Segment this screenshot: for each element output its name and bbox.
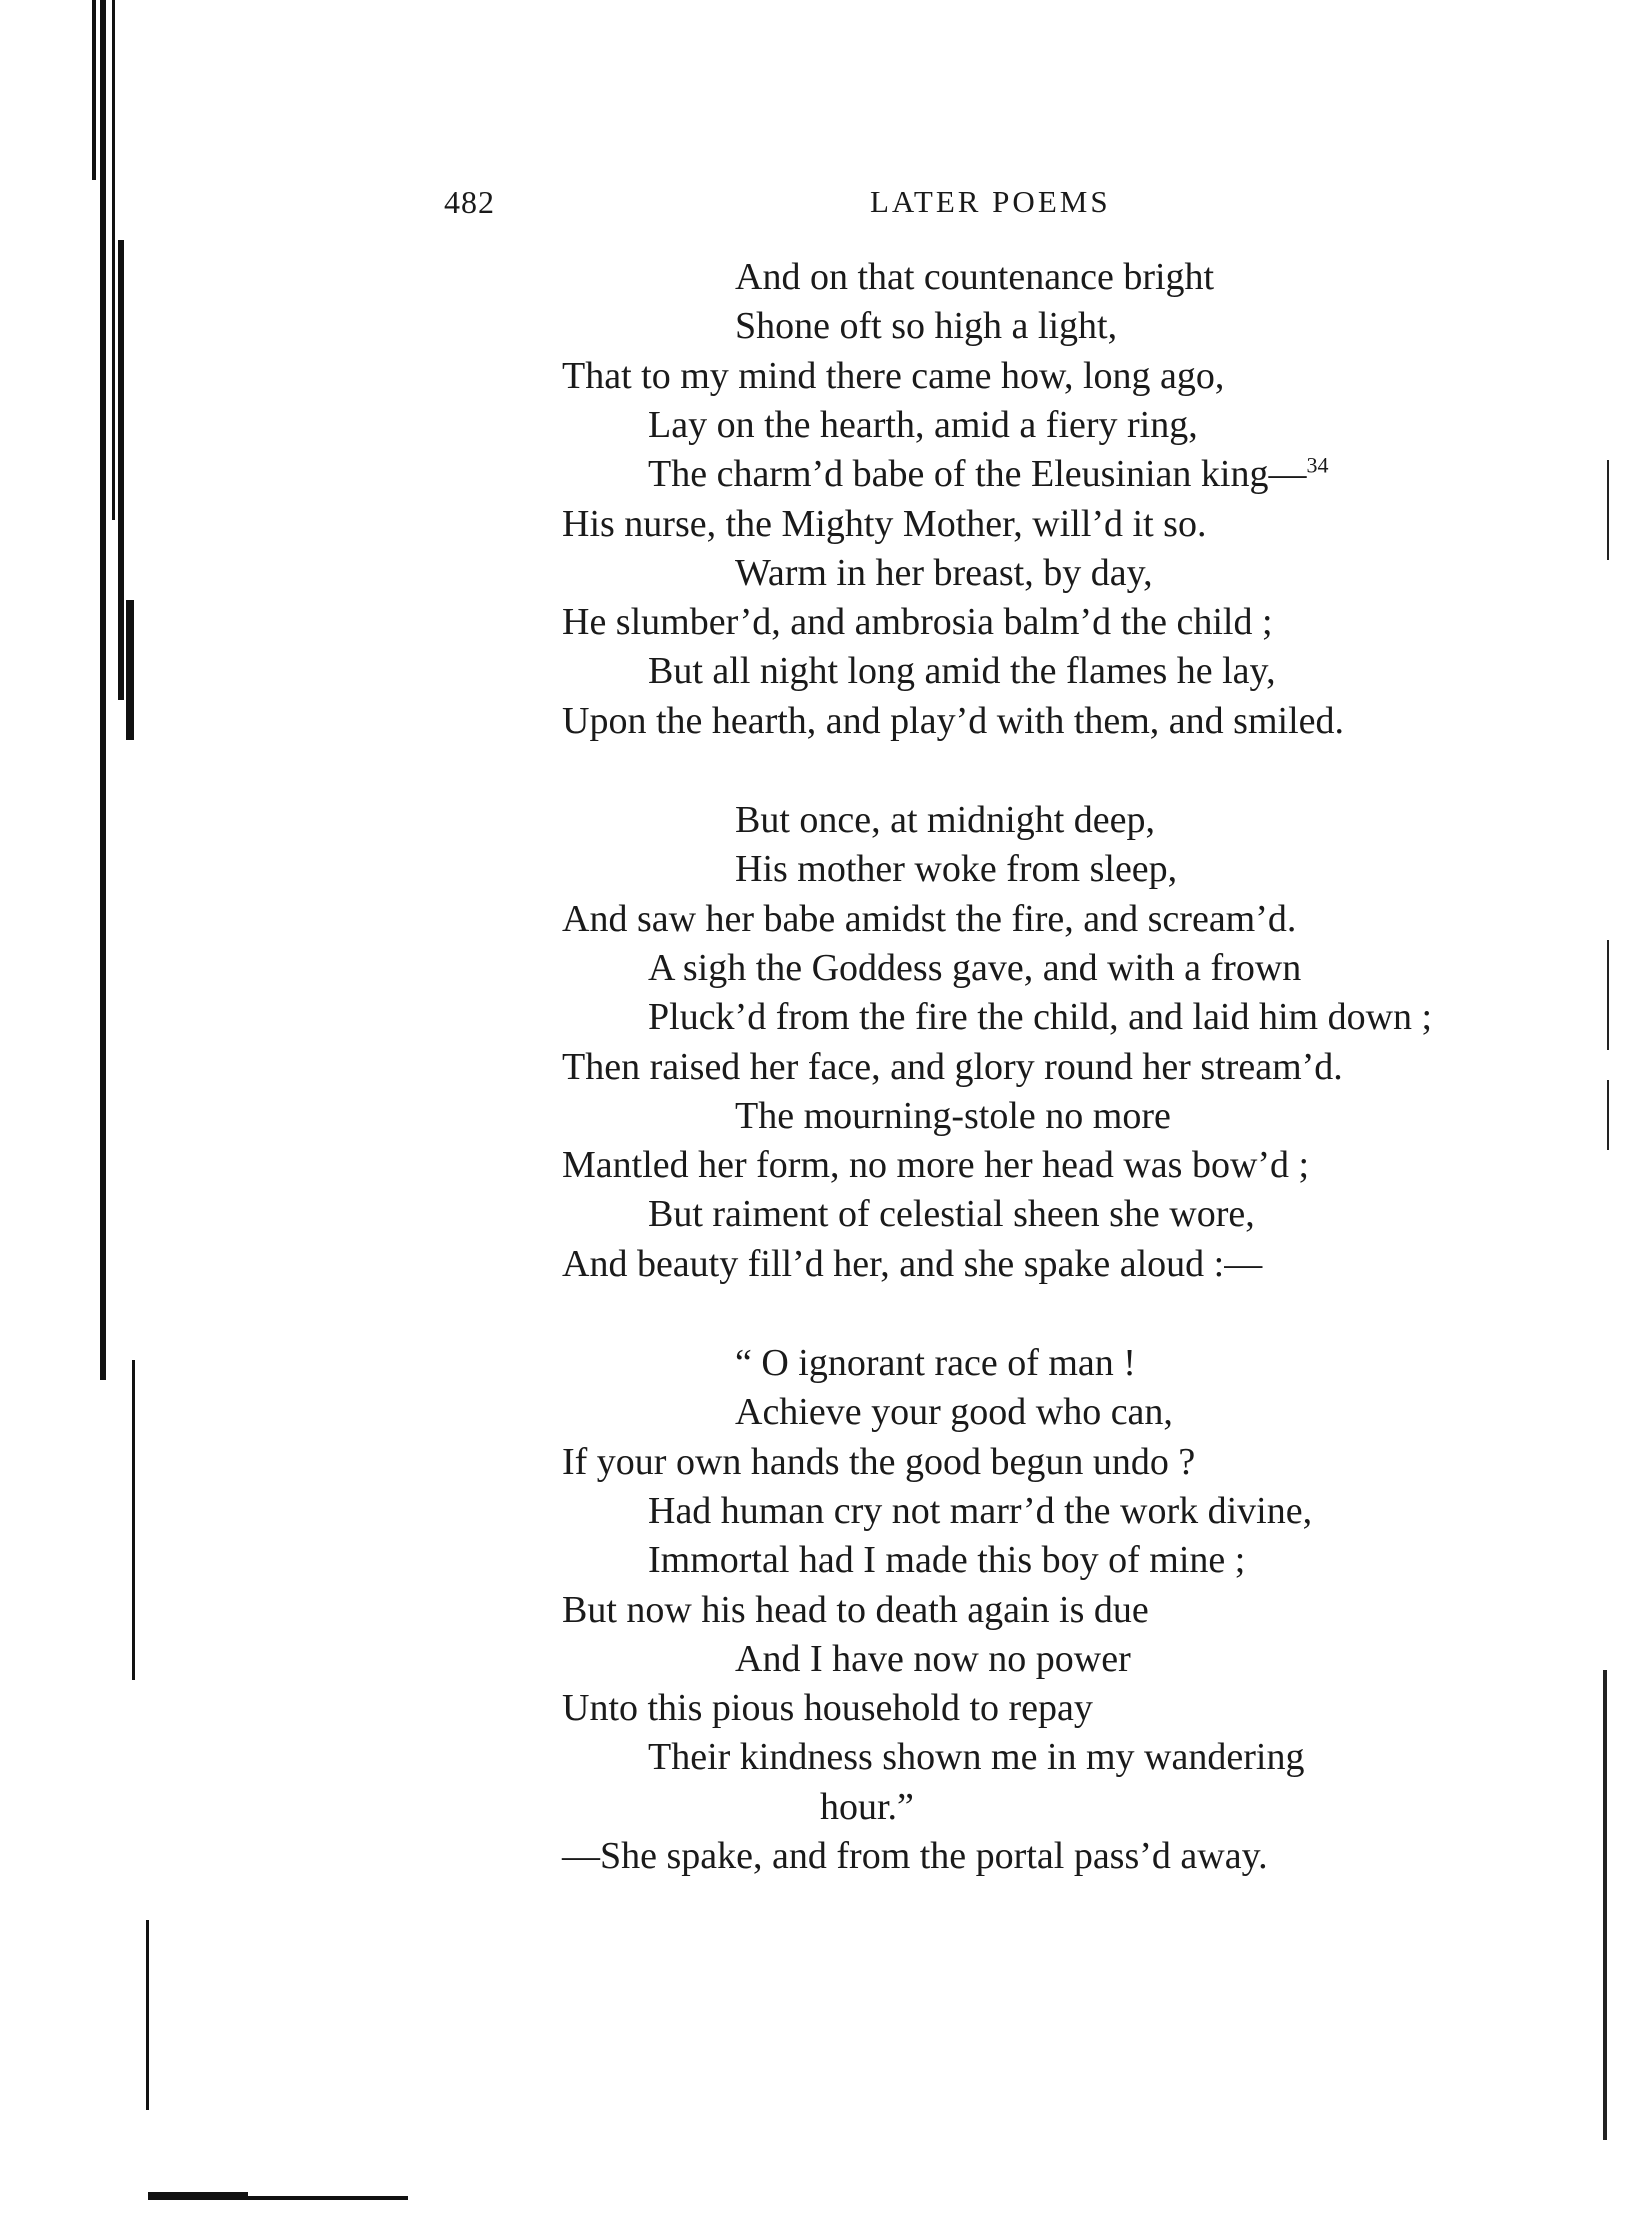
poem-line: [648, 403, 1198, 446]
poem-line: [735, 801, 1155, 839]
poem-line-text: But once, at midnight deep,: [735, 799, 1156, 841]
poem-line: [562, 1045, 1343, 1088]
poem-line-text: Lay on the hearth, amid a fiery ring,: [648, 403, 1198, 446]
poem-line: [562, 502, 1207, 545]
poem-line-text: If your own hands the good begun undo ?: [562, 1440, 1196, 1483]
poem-line: [648, 650, 1276, 693]
poem-line: [648, 1489, 1313, 1532]
poem-line: [562, 1687, 1093, 1730]
poem-line-text: And saw her babe amidst the fire, and scream’d.: [562, 897, 1297, 940]
poem-line-text: His mother woke from sleep,: [735, 848, 1178, 891]
poem-line: [562, 1242, 1263, 1285]
poem-line-text: The mourning-stole no more: [735, 1094, 1171, 1137]
poem-line-text: Upon the hearth, and play’d with them, and smiled.: [562, 699, 1344, 742]
poem-line: [735, 305, 1118, 348]
poem-line: [562, 1440, 1196, 1483]
poem-line-text: A sigh the Goddess gave, and with a frown: [648, 946, 1302, 989]
poem-line-text: hour.”: [820, 1785, 914, 1828]
poem-line: [562, 1837, 1268, 1875]
poem-line-text: Had human cry not marr’d the work divine,: [648, 1489, 1313, 1532]
poem-line-text: The charm’d babe of the Eleusinian king—: [648, 453, 1307, 496]
poem-line: [648, 946, 1302, 989]
poem-line: [820, 1785, 914, 1828]
poem-line: [735, 1344, 1136, 1382]
poem-line: [648, 1193, 1255, 1236]
poem-line-text: Warm in her breast, by day,: [735, 551, 1153, 594]
poem-line-text: —She spake, and from the portal pass’d away.: [562, 1835, 1268, 1877]
poem-line-text: He slumber’d, and ambrosia balm’d the child ;: [562, 601, 1273, 644]
poem-line: [648, 1736, 1305, 1779]
poem-line: [735, 258, 1214, 296]
poem-line: [735, 551, 1153, 594]
poem-line-text: And beauty fill’d her, and she spake aloud :—: [562, 1242, 1263, 1285]
poem-line: [648, 1539, 1246, 1582]
poem-line-text: And I have now no power: [735, 1637, 1131, 1680]
poem-line-text: Immortal had I made this boy of mine ;: [648, 1539, 1246, 1582]
poem-line-text: Pluck’d from the fire the child, and laid him down ;: [648, 996, 1433, 1039]
poem-line-text: His nurse, the Mighty Mother, will’d it so.: [562, 502, 1207, 545]
poem-line-text: Unto this pious household to repay: [562, 1687, 1093, 1730]
poem-line: [735, 848, 1178, 891]
poem-line-text: Mantled her form, no more her head was bow’d ;: [562, 1144, 1310, 1187]
page-header: [0, 184, 1629, 234]
poem-line-text: But all night long amid the flames he lay,: [648, 650, 1276, 693]
poem-line: [648, 452, 1329, 496]
poem-line-text: “ O ignorant race of man !: [735, 1342, 1136, 1384]
poem-line-text: But raiment of celestial sheen she wore,: [648, 1193, 1255, 1236]
poem-line: [562, 897, 1297, 940]
poem-line: [735, 1094, 1171, 1137]
poem-line-text: Then raised her face, and glory round her stream’d.: [562, 1045, 1343, 1088]
poem-line: [562, 699, 1344, 742]
page-number: 482: [444, 184, 495, 220]
running-head: LATER POEMS: [870, 184, 1111, 219]
poem-line: [648, 996, 1433, 1039]
poem-line-text: Achieve your good who can,: [735, 1391, 1173, 1434]
poem-line: [562, 354, 1225, 397]
poem-line: [735, 1391, 1173, 1434]
poem-line-text: But now his head to death again is due: [562, 1588, 1149, 1631]
poem-line: [562, 1588, 1149, 1631]
poem-line-text: Shone oft so high a light,: [735, 305, 1118, 348]
poem-line-text: That to my mind there came how, long ago,: [562, 354, 1225, 397]
poem-line-text: Their kindness shown me in my wandering: [648, 1736, 1305, 1779]
poem-line: [562, 1144, 1310, 1187]
poem-line: [735, 1637, 1131, 1680]
poem-line: [562, 601, 1273, 644]
footnote-ref: 34: [1306, 452, 1329, 478]
poem-line-text: And on that countenance bright: [735, 256, 1215, 298]
